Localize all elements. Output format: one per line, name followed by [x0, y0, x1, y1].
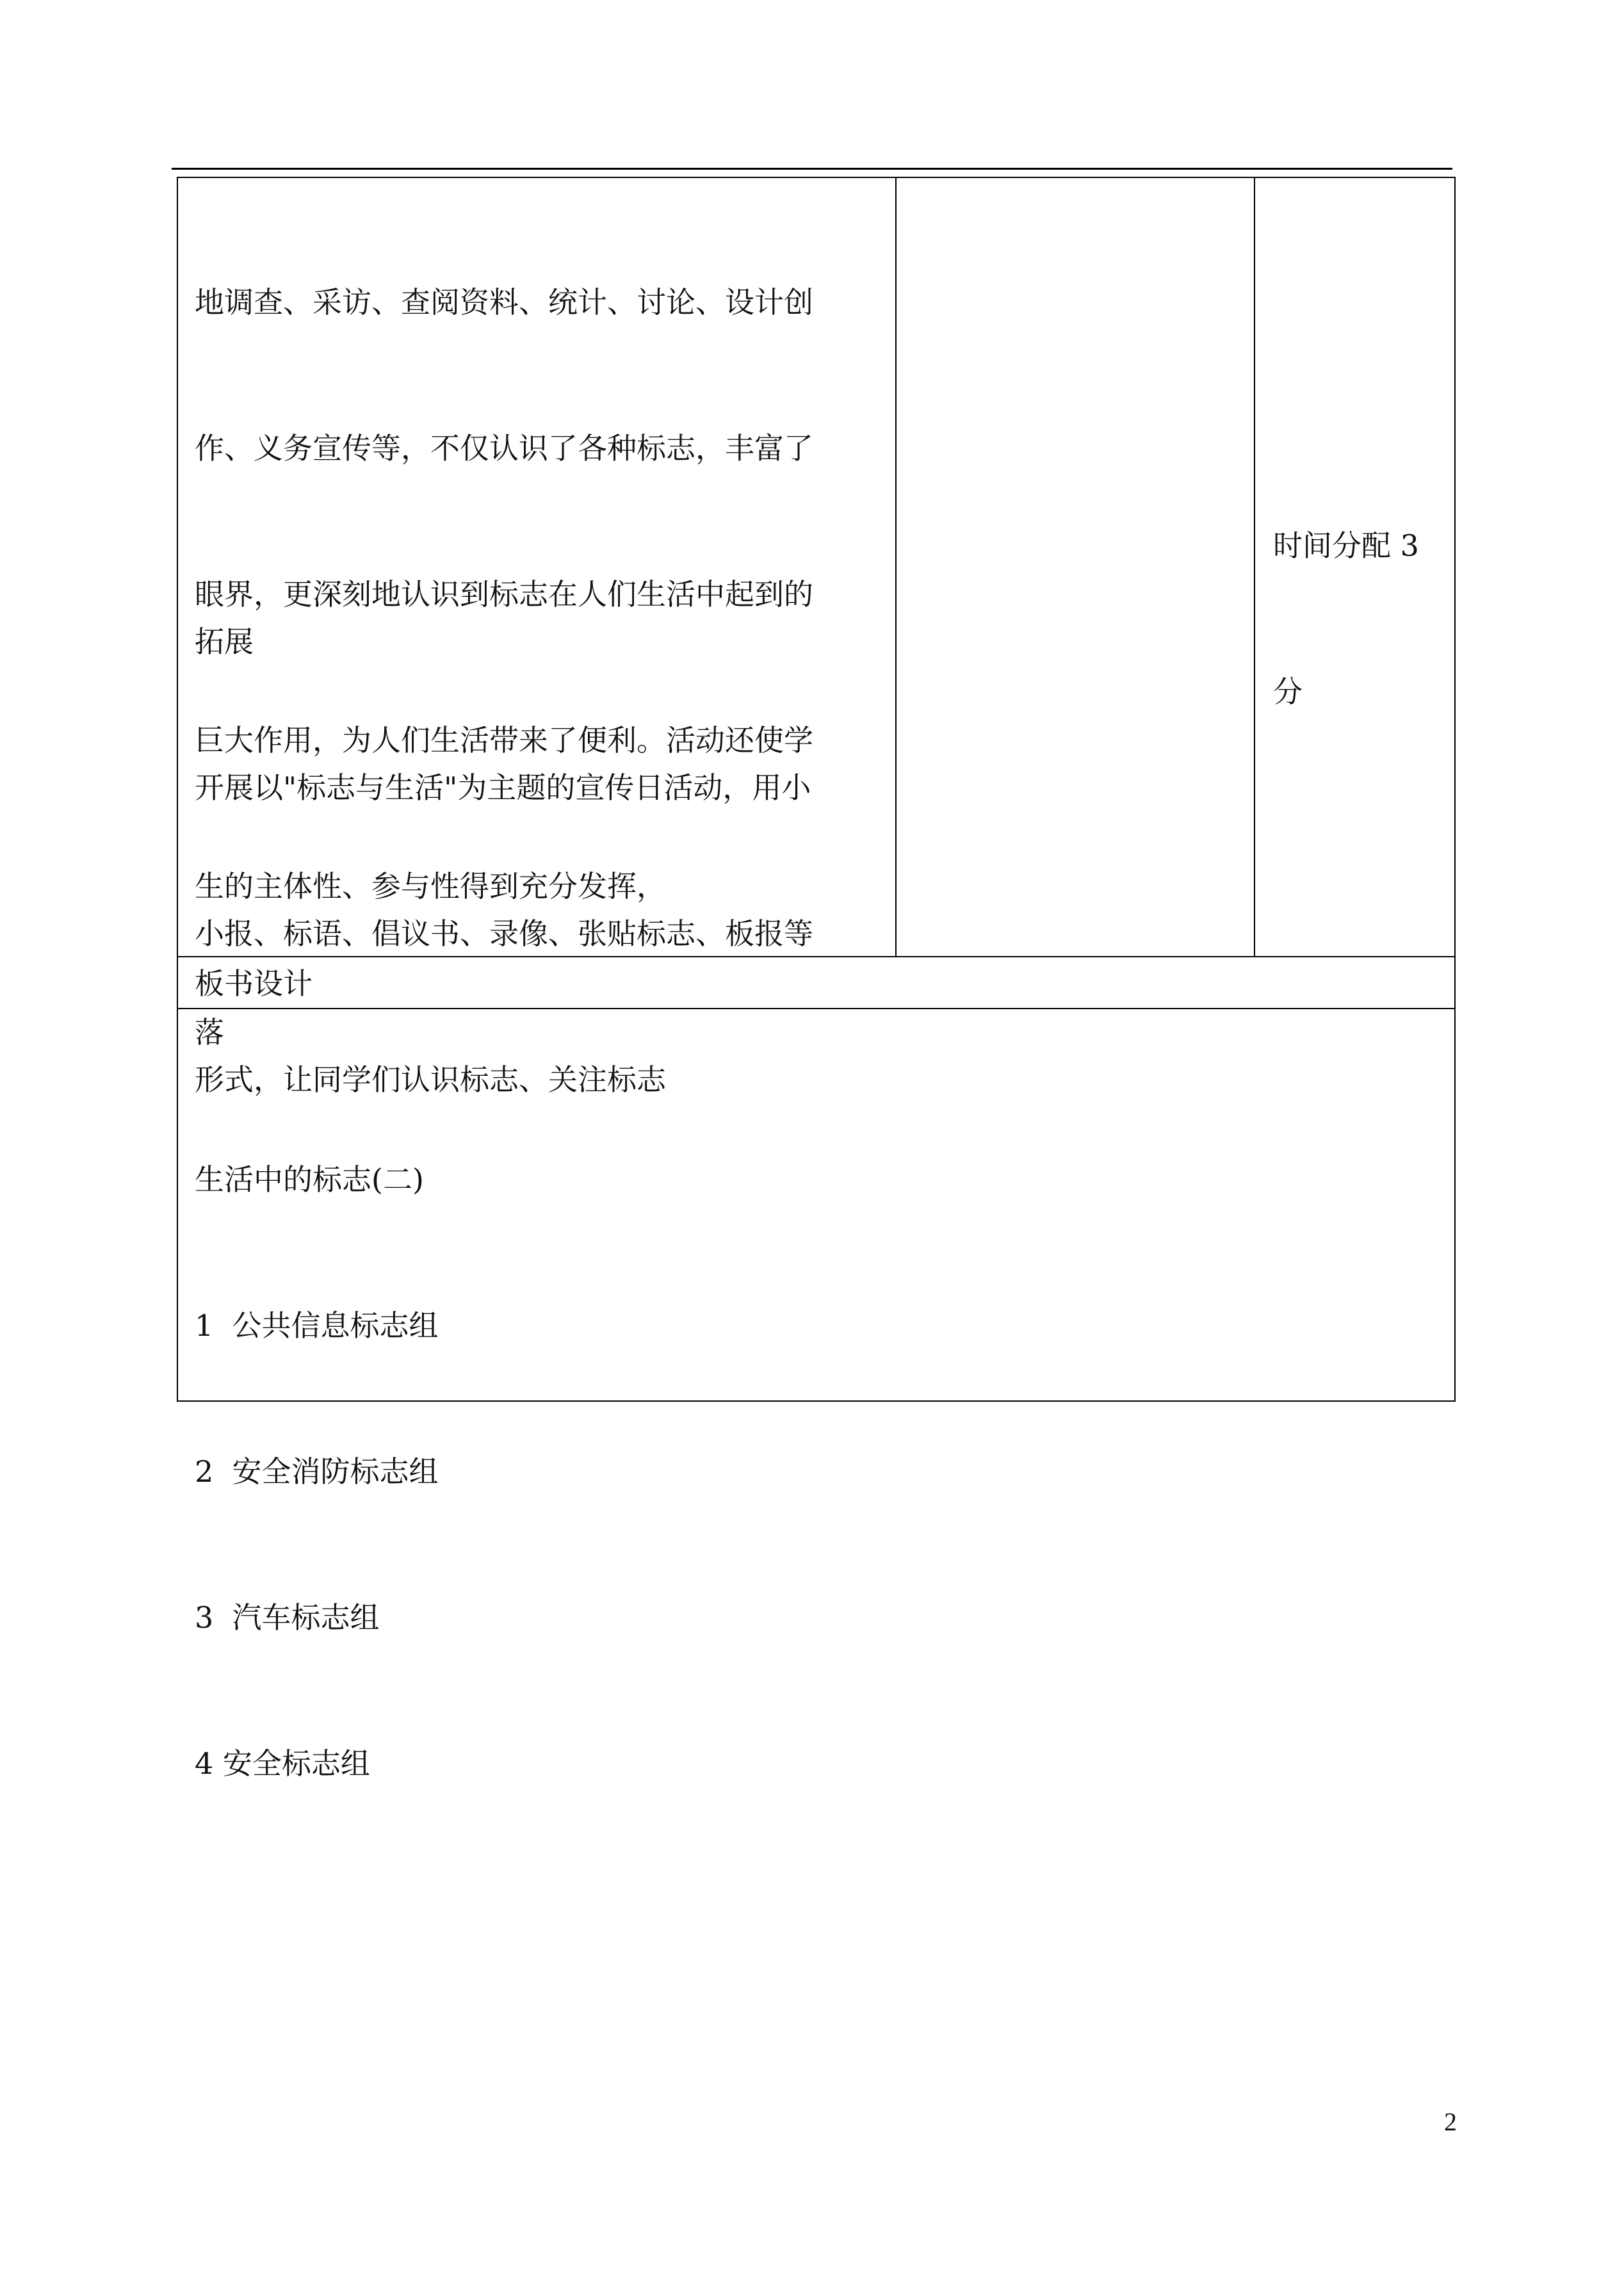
text-line: 分 [1273, 674, 1303, 709]
text-line: 地调查、采访、查阅资料、统计、讨论、设计创 [195, 285, 813, 320]
page-number: 2 [1444, 2107, 1457, 2136]
text-line: 眼界，更深刻地认识到标志在人们生活中起到的 [195, 577, 813, 612]
board-design-header-rule [177, 1008, 1456, 1009]
table-divider-1 [895, 177, 897, 957]
text-line: 开展以"标志与生活"为主题的宣传日活动，用小 [195, 770, 811, 805]
board-design-title: 生活中的标志(二) [195, 1162, 424, 1197]
text-line: 时间分配 3 [1273, 528, 1419, 563]
time-allocation [1273, 424, 1419, 765]
text-line: 生的主体性、参与性得到充分发挥， [195, 869, 666, 904]
list-item: 1 公共信息标志组 [195, 1308, 439, 1343]
text-line: 作、义务宣传等，不仅认识了各种标志，丰富了 [195, 431, 813, 466]
board-design-content [195, 1058, 439, 1837]
text-line: 落 [195, 1015, 224, 1050]
header-rule [172, 168, 1452, 170]
list-item: 4 安全标志组 [195, 1746, 370, 1781]
table-divider-2 [1254, 177, 1255, 957]
board-design-label: 板书设计 [195, 966, 313, 1001]
text-line: 形式，让同学们认识标志、关注标志 [195, 1062, 666, 1097]
text-line: 巨大作用，为人们生活带来了便利。活动还使学 [195, 723, 813, 758]
list-item: 3 汽车标志组 [195, 1600, 380, 1635]
list-item: 2 安全消防标志组 [195, 1454, 439, 1489]
text-line: 小报、标语、倡议书、录像、张贴标志、板报等 [195, 916, 813, 951]
extension-heading: 拓展 [195, 624, 254, 659]
